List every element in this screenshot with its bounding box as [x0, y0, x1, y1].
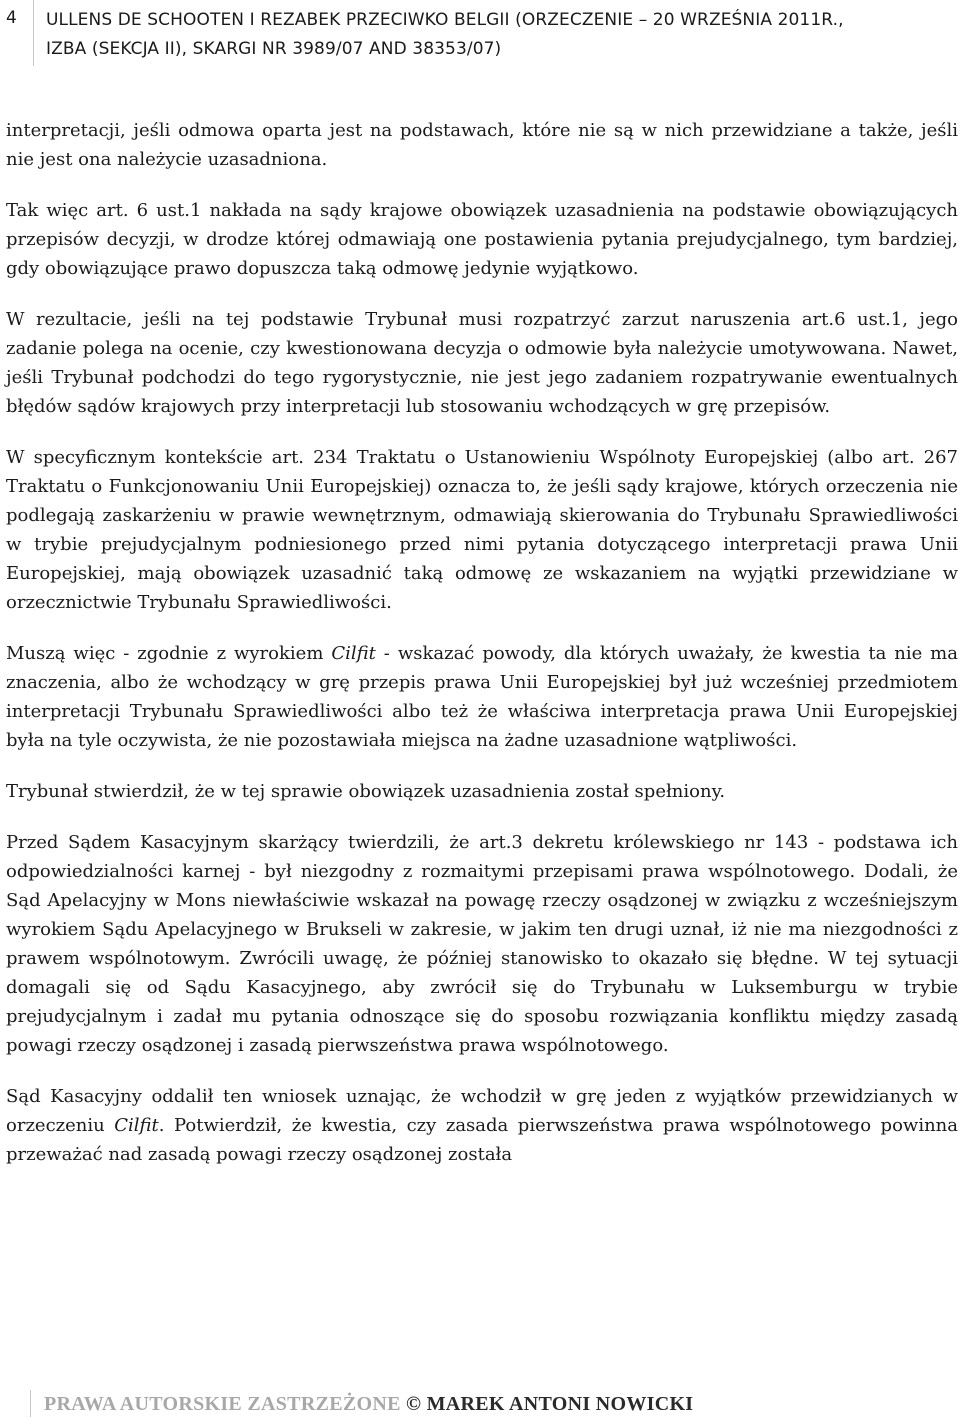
- document-body: [6, 116, 958, 1191]
- footer-divider: [30, 1390, 31, 1417]
- page-number: 4: [6, 8, 18, 28]
- copyright-symbol: ©: [406, 1393, 422, 1415]
- paragraph-8-text-b: . Potwierdził, że kwestia, czy zasada pierwszeństwa prawa wspólnotowego powinna przeważać nad zasadą powagi rzeczy osądzonej została: [6, 1115, 958, 1165]
- page-header: [0, 0, 960, 72]
- copyright-notice: [44, 1392, 693, 1416]
- paragraph-8-text-a: Sąd Kasacyjny oddalił ten wniosek uznając, że wchodził w grę jeden z wyjątków przewidzianych w orzeczeniu: [6, 1086, 958, 1136]
- case-name-cilfit: Cilfit: [331, 643, 376, 664]
- paragraph-8: [6, 1082, 958, 1169]
- paragraph-5-text-b: - wskazać powody, dla których uważały, że kwestia ta nie ma znaczenia, albo że wchodzący w grę przepis prawa Unii Europejskiej był już wcześniej przedmiotem interpretacji Trybunału Sprawiedliwości albo też że właściwa interpretacja prawa Unii Europejskiej była na tyle oczywista, że nie pozostawiała miejsca na żadne uzasadnione wątpliwości.: [6, 643, 958, 751]
- case-name-cilfit-2: Cilfit: [114, 1115, 159, 1136]
- paragraph-6: Trybunał stwierdził, że w tej sprawie obowiązek uzasadnienia został spełniony.: [6, 781, 726, 802]
- paragraph-4: W specyficznym kontekście art. 234 Traktatu o Ustanowieniu Wspólnoty Europejskiej (albo art. 267 Traktatu o Funkcjonowaniu Unii Europejskiej) oznacza to, że jeśli sądy krajowe, których orzeczenia nie podlegają zaskarżeniu w prawie wewnętrznym, odmawiają skierowania do Trybunału Sprawiedliwości w trybie prejudycjalnym podniesionego przed nimi pytania dotyczącego interpretacji prawa Unii Europejskiej, mają obowiązek uzasadnić taką odmowę ze wskazaniem na wyjątki przewidziane w orzecznictwie Trybunału Sprawiedliwości.: [6, 447, 958, 613]
- paragraph-5-text-a: Muszą więc - zgodnie z wyrokiem: [6, 643, 332, 664]
- running-title: ULLENS DE SCHOOTEN I REZABEK PRZECIWKO BELGII (ORZECZENIE – 20 WRZEŚNIA 2011R., IZBA (SEKCJA II), SKARGI NR 3989/07 AND 38353/07): [46, 10, 844, 59]
- copyright-label: PRAWA AUTORSKIE ZASTRZEŻONE: [44, 1393, 401, 1415]
- paragraph-1: interpretacji, jeśli odmowa oparta jest na podstawach, które nie są w nich przewidziane a także, jeśli nie jest ona należycie uzasadniona.: [6, 120, 958, 170]
- copyright-author: MAREK ANTONI NOWICKI: [426, 1393, 694, 1415]
- paragraph-3: W rezultacie, jeśli na tej podstawie Trybunał musi rozpatrzyć zarzut naruszenia art.6 ust.1, jego zadanie polega na ocenie, czy kwestionowana decyzja o odmowie była należycie umotywowana. Nawet, jeśli Trybunał podchodzi do tego rygorystycznie, nie jest jego zadaniem rozpatrywanie ewentualnych błędów sądów krajowych przy interpretacji lub stosowaniu wchodzących w grę przepisów.: [6, 309, 958, 417]
- page-footer: [0, 1378, 960, 1417]
- header-divider: [33, 0, 34, 66]
- paragraph-5: [6, 639, 958, 755]
- paragraph-7: Przed Sądem Kasacyjnym skarżący twierdzili, że art.3 dekretu królewskiego nr 143 - podstawa ich odpowiedzialności karnej - był niezgodny z rozmaitymi przepisami prawa wspólnotowego. Dodali, że Sąd Apelacyjny w Mons niewłaściwie wskazał na powagę rzeczy osądzonej w związku z wcześniejszym wyrokiem Sądu Apelacyjnego w Brukseli w zakresie, w jakim ten drugi uznał, iż nie ma niezgodności z prawem wspólnotowym. Zwrócili uwagę, że później stanowisko to okazało się błędne. W tej sytuacji domagali się od Sądu Kasacyjnego, aby zwrócił się do Trybunału w Luksemburgu w trybie prejudycjalnym i zadał mu pytania odnoszące się do sposobu rozwiązania konfliktu między zasadą powagi rzeczy osądzonej i zasadą pierwszeństwa prawa wspólnotowego.: [6, 832, 958, 1056]
- paragraph-2: Tak więc art. 6 ust.1 nakłada na sądy krajowe obowiązek uzasadnienia na podstawie obowiązujących przepisów decyzji, w drodze której odmawiają one postawienia pytania prejudycjalnego, tym bardziej, gdy obowiązujące prawo dopuszcza taką odmowę jedynie wyjątkowo.: [6, 200, 958, 279]
